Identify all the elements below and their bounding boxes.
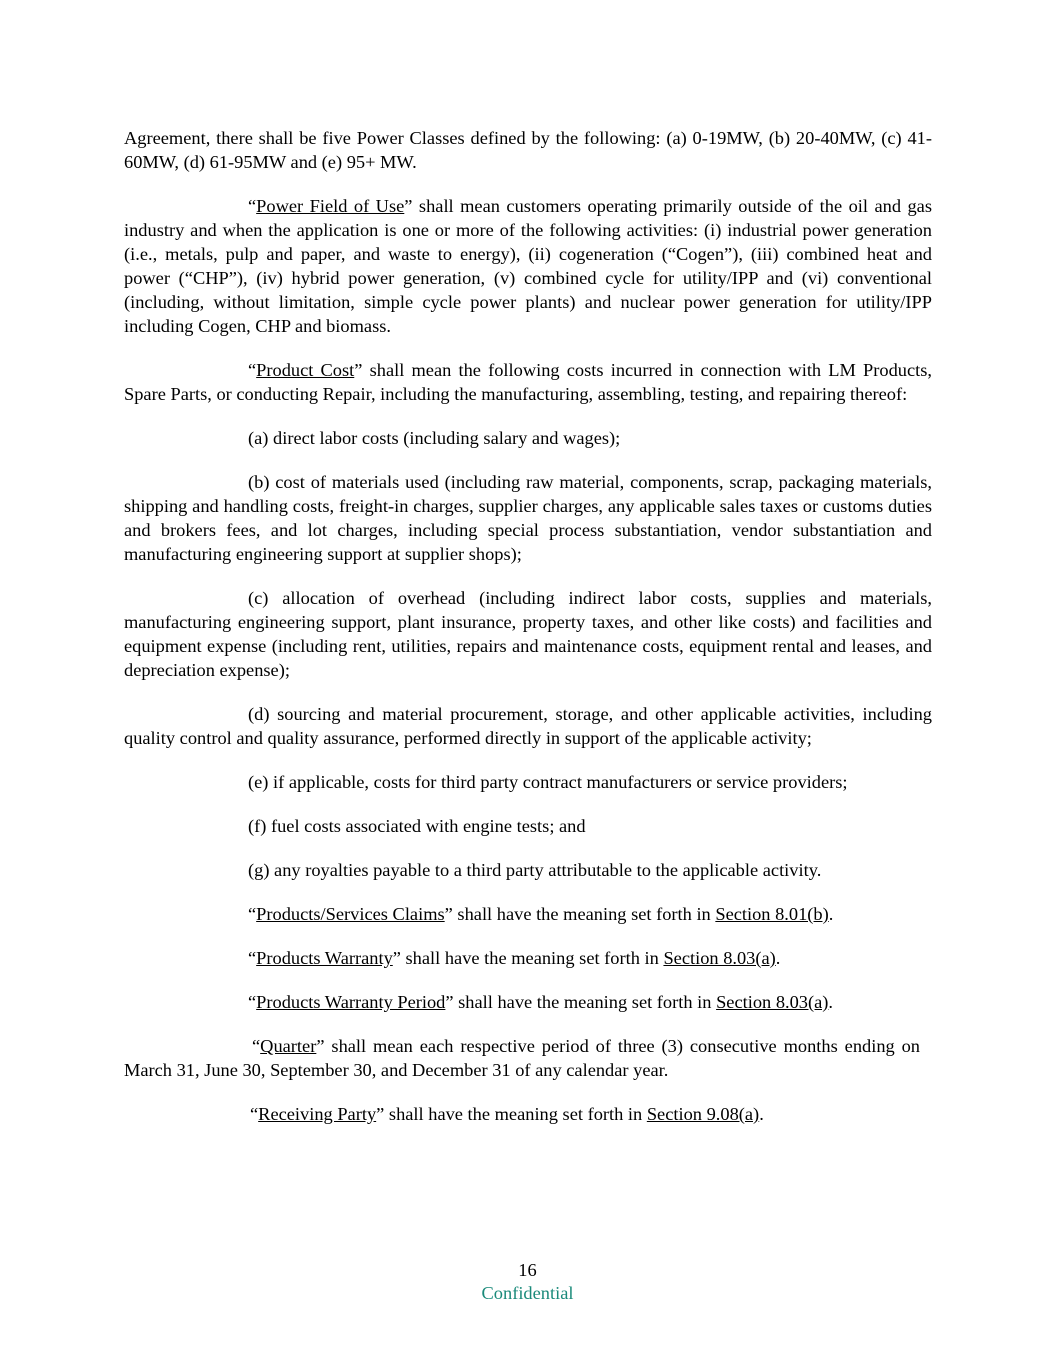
cost-item-c: (c) allocation of overhead (including indirect labor costs, supplies and materials, manufacturing engineering support, plant insurance, property taxes, and other like costs) and facilities and equipment expense (including rent, utilities, repairs and maintenance costs, equipment rental and leases, and depreciation expense); <box>124 588 932 680</box>
definition-text: ” shall have the meaning set forth in <box>444 904 716 924</box>
defined-term: Receiving Party <box>258 1104 377 1124</box>
definition-text: ” shall mean the following costs incurred in connection with LM Products, Spare Parts, or conducting Repair, including the manufacturing, assembling, testing, and repairing thereof: <box>124 360 932 404</box>
power-classes-paragraph: Agreement, there shall be five Power Classes defined by the following: (a) 0-19MW, (b) 20-40MW, (c) 41-60MW, (d) 61-95MW and (e) 95+ MW. <box>124 128 932 172</box>
confidential-label: Confidential <box>481 1283 574 1303</box>
period: . <box>759 1104 764 1124</box>
period: . <box>828 992 834 1012</box>
open-quote: “ <box>250 1104 259 1124</box>
definition-text: ” shall have the meaning set forth in <box>445 992 717 1012</box>
defined-term: Products/Services Claims <box>256 904 445 924</box>
defined-term: Product Cost <box>256 360 355 380</box>
products-services-claims-definition <box>124 902 932 926</box>
page-number: 16 <box>518 1260 537 1280</box>
section-reference: Section 8.03(a) <box>663 948 776 968</box>
receiving-party-definition <box>124 1102 932 1126</box>
definition-text: ” shall have the meaning set forth in <box>392 948 664 968</box>
cost-item-g: (g) any royalties payable to a third party attributable to the applicable activity. <box>248 860 822 880</box>
defined-term: Products Warranty Period <box>256 992 446 1012</box>
cost-item-a: (a) direct labor costs (including salary and wages); <box>248 428 621 448</box>
products-warranty-definition <box>124 946 932 970</box>
power-field-of-use-definition <box>124 194 932 338</box>
definition-text: ” shall have the meaning set forth in <box>376 1104 647 1124</box>
cost-item-d: (d) sourcing and material procurement, storage, and other applicable activities, including quality control and quality assurance, performed directly in support of the applicable activity; <box>124 704 932 748</box>
open-quote: “ <box>248 992 257 1012</box>
section-reference: Section 8.01(b) <box>715 904 829 924</box>
products-warranty-period-definition <box>124 990 932 1014</box>
open-quote: “ <box>252 1036 261 1056</box>
cost-item-e: (e) if applicable, costs for third party contract manufacturers or service providers; <box>248 772 848 792</box>
defined-term: Power Field of Use <box>256 196 405 216</box>
definition-text: ” shall mean each respective period of three (3) consecutive months ending on March 31, June 30, September 30, and December 31 of any calendar year. <box>124 1036 920 1080</box>
definition-text: ” shall mean customers operating primarily outside of the oil and gas industry and when the application is one or more of the following activities: (i) industrial power generation (i.e., metals, pulp and paper, and waste to energy), (ii) cogeneration (“Cogen”), (iii) combined heat and power (“CHP”), (iv) hybrid power generation, (v) combined cycle for utility/IPP and (vi) conventional (including, without limitation, simple cycle power plants) and nuclear power generation for utility/IPP including Cogen, CHP and biomass. <box>124 196 932 336</box>
section-reference: Section 9.08(a) <box>646 1104 760 1124</box>
defined-term: Quarter <box>260 1036 317 1056</box>
period: . <box>828 904 834 924</box>
quarter-definition <box>124 1034 932 1082</box>
document-body <box>124 126 932 1146</box>
defined-term: Products Warranty <box>256 948 393 968</box>
open-quote: “ <box>248 360 257 380</box>
period: . <box>775 948 781 968</box>
section-reference: Section 8.03(a) <box>716 992 829 1012</box>
cost-item-b: (b) cost of materials used (including raw material, components, scrap, packaging materials, shipping and handling costs, freight-in charges, supplier charges, any applicable sales taxes or customs duties and brokers fees, and lot charges, including special process substantiation, vendor substantiation and manufacturing engineering support at supplier shops); <box>124 472 932 564</box>
open-quote: “ <box>248 196 257 216</box>
open-quote: “ <box>248 948 257 968</box>
cost-item-f: (f) fuel costs associated with engine tests; and <box>248 816 586 836</box>
product-cost-definition <box>124 358 932 406</box>
open-quote: “ <box>248 904 257 924</box>
